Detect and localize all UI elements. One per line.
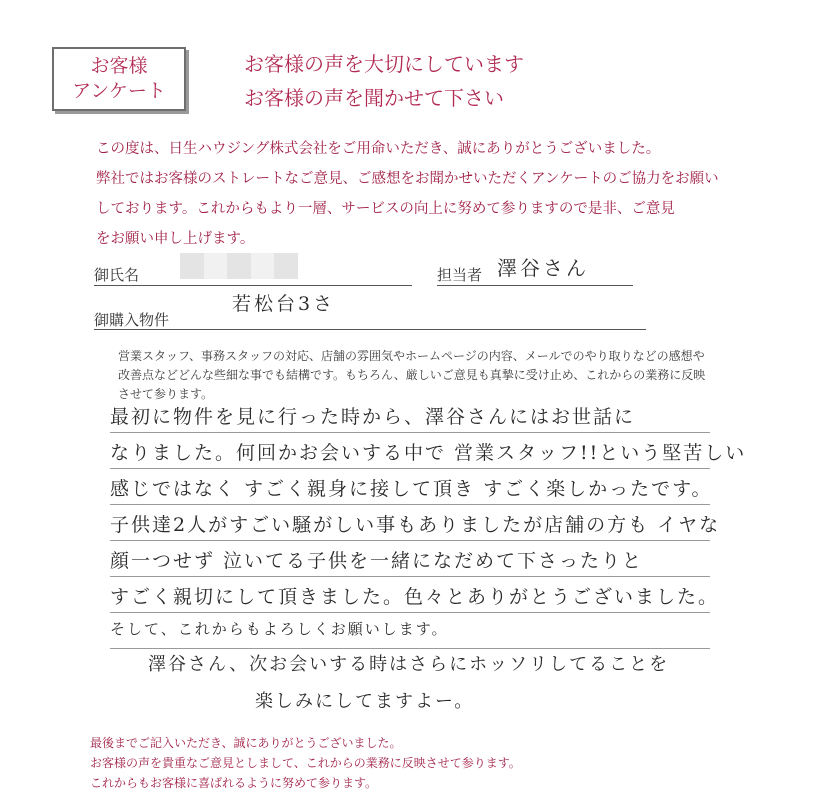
comment-rule-4 xyxy=(110,540,710,541)
closing-line-1: 最後までご記入いただき、誠にありがとうございました。 xyxy=(90,736,402,750)
instructions-line-1: 営業スタッフ、事務スタッフの対応、店舗の雰囲気やホームページの内容、メールでのやり取りなどの感想や xyxy=(118,349,705,363)
closing-message xyxy=(90,733,730,793)
intro-line-2: 弊社ではお客様のストレートなご意見、ご感想をお聞かせいただくアンケートのご協力をお願い xyxy=(96,171,719,187)
survey-badge xyxy=(52,47,186,111)
heading-line-1: お客様の声を大切にしています xyxy=(244,52,524,76)
name-label: 御氏名 xyxy=(94,266,140,284)
comment-line-1: 最初に物件を見に行った時から、澤谷さんにはお世話に xyxy=(110,406,636,428)
closing-line-3: これからもお客様に喜ばれるように努めて参ります。 xyxy=(90,776,378,790)
property-value: 若松台3さ xyxy=(232,293,336,315)
intro-line-4: をお願い申し上げます。 xyxy=(96,231,255,247)
comment-area xyxy=(110,402,800,732)
comment-line-3: 感じではなく すごく親身に接して頂き すごく楽しかったです。 xyxy=(110,478,713,500)
badge-line-2: アンケート xyxy=(72,80,166,102)
instructions-line-3: させて参ります。 xyxy=(118,387,214,401)
intro-line-3: しております。これからもより一層、サービスの向上に努めて参りますので是非、ご意見 xyxy=(96,201,675,217)
closing-line-2: お客様の声を貴重なご意見としまして、これからの業務に反映させて参ります。 xyxy=(90,756,521,770)
comment-rule-3 xyxy=(110,504,710,505)
comment-rule-7 xyxy=(110,648,710,649)
instructions-line-2: 改善点などどんな些細な事でも結構です。もちろん、厳しいご意見も真摯に受け止め、これからの業務に反映 xyxy=(118,368,706,382)
property-underline xyxy=(94,329,646,330)
comment-line-8: 澤谷さん、次お会いする時はさらにホッソリしてることを xyxy=(148,654,670,675)
staff-value: 澤谷さん xyxy=(497,256,589,280)
comment-line-4: 子供達2人がすごい騒がしい事もありましたが店舗の方も イヤな xyxy=(110,514,721,536)
comment-line-7: そして、これからもよろしくお願いします。 xyxy=(110,620,449,638)
comment-rule-1 xyxy=(110,432,710,433)
comment-rule-2 xyxy=(110,468,710,469)
comment-rule-5 xyxy=(110,576,710,577)
intro-paragraph xyxy=(96,134,736,254)
heading-line-2: お客様の声を聞かせて下さい xyxy=(244,86,504,110)
comment-line-2: なりました。何回かお会いする中で 営業スタッフ!!という堅苦しい xyxy=(110,442,747,464)
comment-rule-6 xyxy=(110,612,710,613)
intro-line-1: この度は、日生ハウジング株式会社をご用命いただき、誠にありがとうございました。 xyxy=(96,141,661,157)
badge-line-1: お客様 xyxy=(90,55,148,77)
staff-label: 担当者 xyxy=(437,266,483,284)
property-label: 御購入物件 xyxy=(94,311,170,329)
comment-line-6: すごく親切にして頂きました。色々とありがとうございました。 xyxy=(110,586,720,608)
comment-line-9: 楽しみにしてますよー。 xyxy=(255,691,475,712)
comment-line-5: 顔一つせず 泣いてる子供を一緒になだめて下さったりと xyxy=(110,550,644,572)
staff-underline xyxy=(437,285,633,286)
redacted-name xyxy=(180,253,298,279)
instructions xyxy=(118,347,718,404)
name-underline xyxy=(94,285,412,286)
